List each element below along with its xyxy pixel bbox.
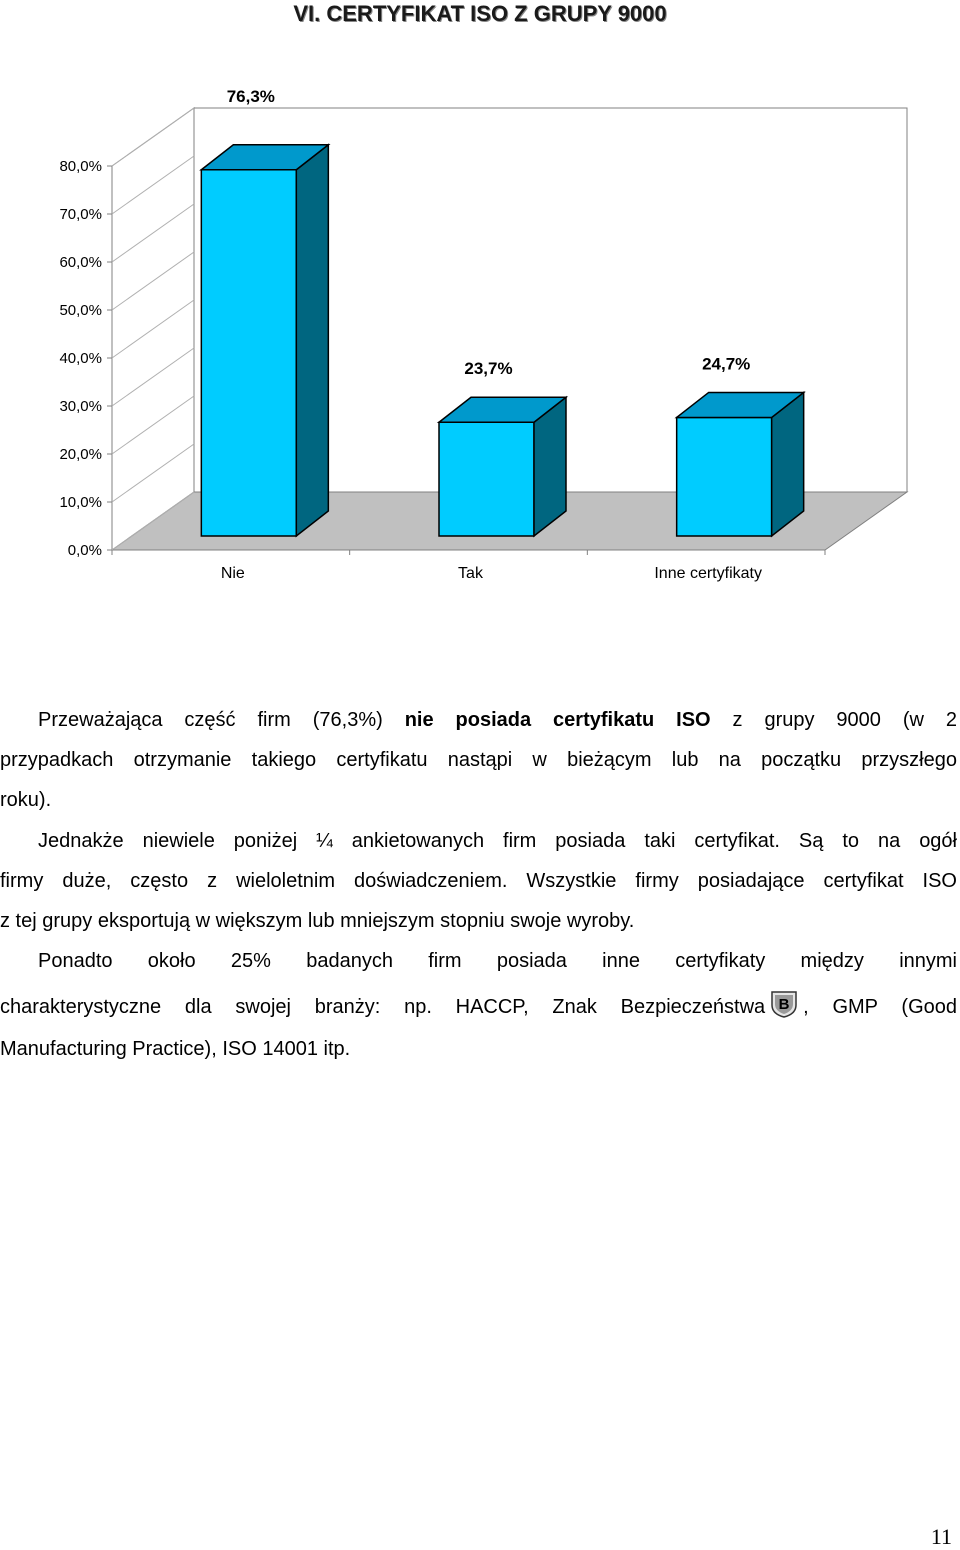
znak-bezpieczenstwa-logo-icon <box>769 989 799 1019</box>
category-label: Inne certyfikaty <box>654 565 762 582</box>
paragraph-iso-summary <box>0 700 957 740</box>
bar-front <box>439 422 534 536</box>
y-tick-label: 0,0% <box>67 542 102 559</box>
y-tick-label: 30,0% <box>59 398 102 415</box>
text-line: z tej grupy eksportują w większym lub mniejszym stopniu swoje wyroby. <box>0 910 635 932</box>
paragraph-certificate-holders-cont <box>0 861 957 901</box>
bar-chart <box>0 40 960 600</box>
category-label: Nie <box>220 565 245 582</box>
y-tick-label: 50,0% <box>59 302 102 319</box>
paragraph-other-certificates <box>0 941 957 981</box>
text-run: z grupy 9000 (w 2 <box>710 709 958 731</box>
paragraph-iso-summary-cont <box>0 740 957 780</box>
text-line: Manufacturing Practice), ISO 14001 itp. <box>0 1038 351 1060</box>
bar-value-label: 23,7% <box>464 359 513 379</box>
text-line: Ponadto około 25% badanych firm posiada inne certyfikaty między innymi <box>38 950 957 972</box>
text-run: charakterystyczne dla swojej branży: np. HACCP, Znak Bezpieczeństwa <box>0 996 766 1018</box>
text-run: , GMP (Good <box>803 996 958 1018</box>
text-line: przypadkach otrzymanie takiego certyfikatu nastąpi w bieżącym lub na początku przyszłego <box>0 749 957 771</box>
text-run: Przeważająca część firm (76,3%) <box>38 709 405 731</box>
y-tick-label: 10,0% <box>59 494 102 511</box>
bold-text: nie posiada certyfikatu ISO <box>404 709 711 731</box>
bar-side <box>296 145 328 536</box>
y-tick-label: 60,0% <box>59 254 102 271</box>
bar-value-label: 24,7% <box>702 354 751 374</box>
paragraph-certificate-holders <box>0 821 957 861</box>
bar-front <box>201 170 296 536</box>
page-number: 11 <box>930 1524 952 1549</box>
y-tick-label: 70,0% <box>59 206 102 223</box>
y-tick-label: 20,0% <box>59 446 102 463</box>
paragraph-iso-summary-end <box>0 780 957 820</box>
paragraph-other-certificates-end <box>0 1029 957 1069</box>
category-label: Tak <box>458 565 483 582</box>
paragraph-certificate-holders-end <box>0 901 957 941</box>
y-tick-label: 80,0% <box>59 158 102 175</box>
logo-letter: B <box>778 996 790 1013</box>
text-line: firmy duże, często z wieloletnim doświadczeniem. Wszystkie firmy posiadające certyfikat ISO <box>0 870 957 892</box>
text-line: Jednakże niewiele poniżej ¼ ankietowanych firm posiada taki certyfikat. Są to na ogół <box>38 830 957 852</box>
bar-front <box>677 417 772 536</box>
paragraph-other-certificates-cont <box>0 987 957 1027</box>
text-line: roku). <box>0 789 52 811</box>
page-title: VI. CERTYFIKAT ISO Z GRUPY 9000 <box>293 1 667 26</box>
bar-value-label: 76,3% <box>226 86 275 106</box>
y-tick-label: 40,0% <box>59 350 102 367</box>
